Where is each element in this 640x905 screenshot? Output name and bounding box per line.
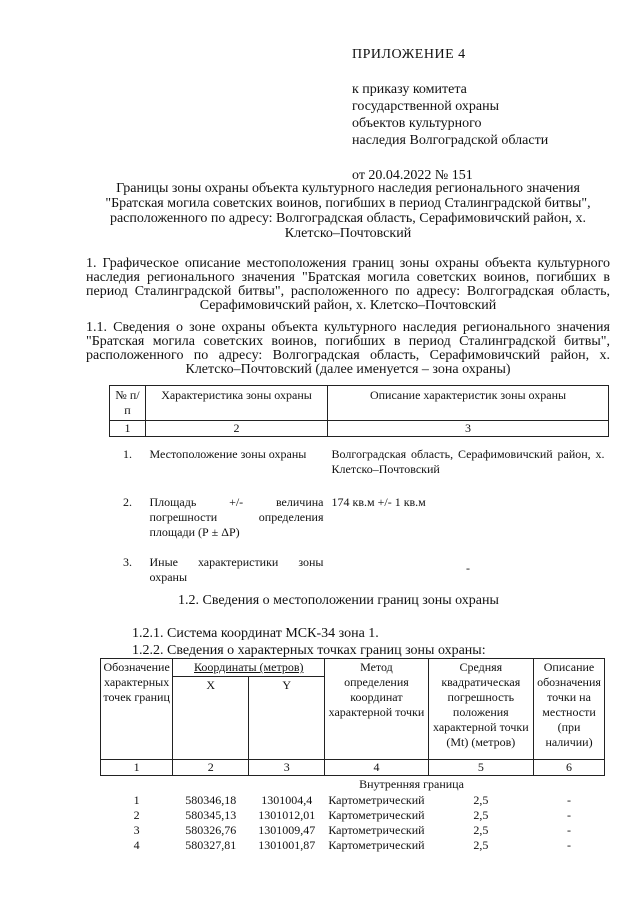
subheader-inner-boundary: Внутренняя граница [359,777,464,791]
appendix-line: наследия Волгоградской области [352,133,549,148]
point-method: Картометрический [328,808,425,822]
row-number: 3. [123,554,132,569]
point-y: 1301004,4 [261,793,313,807]
row-characteristic: Площадь +/- величина погрешности определения площади (Р ± ΔР) [149,494,324,539]
header-method: Метод определения координат характерной точки [325,659,428,760]
point-description: - [567,793,571,807]
column-number: 2 [146,421,328,437]
point-error: 2,5 [473,838,489,852]
point-error: 2,5 [473,823,489,837]
point-method: Картометрический [328,823,425,837]
table-row [101,793,605,808]
point-method: Картометрический [328,838,425,852]
table-row [110,437,609,489]
point-method: Картометрический [328,793,425,807]
zone-characteristics-table [109,385,609,589]
point-x: 580345,13 [185,808,237,822]
point-id: 4 [133,838,140,852]
column-number: 1 [101,760,173,776]
point-y: 1301009,47 [258,823,316,837]
header-error: Средняя квадратическая погрешность положения характерной точки (Mt) (метров) [428,659,533,760]
point-description: - [567,838,571,852]
column-number: 4 [325,760,428,776]
column-number: 5 [428,760,533,776]
row-number: 1. [123,447,132,461]
point-id: 2 [133,808,140,822]
row-characteristic: Местоположение зоны охраны [149,447,307,461]
point-id: 3 [133,823,140,837]
column-number: 1 [110,421,146,437]
point-x: 580346,18 [185,793,237,807]
table-row [101,823,605,838]
table-row [110,489,609,549]
point-description: - [567,823,571,837]
row-number: 2. [123,494,132,509]
header-coordinates: Координаты (метров) [173,659,325,677]
appendix-heading: ПРИЛОЖЕНИЕ 4 [352,47,466,62]
table-row [101,838,605,853]
appendix-line: к приказу комитета [352,82,467,97]
section-1-2-1-line: 1.2.1. Система координат МСК-34 зона 1. [132,626,379,641]
table-row [101,808,605,823]
header-description: Описание обозначения точки на местности (при наличии) [534,659,605,760]
point-x: 580327,81 [185,838,237,852]
row-description: Волгоградская область, Серафимовичский район, х. Клетско–Почтовский [331,447,605,476]
appendix-date: от 20.04.2022 № 151 [352,168,473,183]
document-title: Границы зоны охраны объекта культурного наследия регионального значения "Братская могила советских воинов, погибших в период Сталинградской битвы", расположенного по адресу: Волгоградская область, Серафимовичский район, х. Клетско–Почтовский [105,181,591,241]
section-1-2-heading: 1.2. Сведения о местоположении границ зоны охраны [178,593,499,608]
boundary-points-table [100,658,605,853]
header-y: Y [249,677,325,760]
point-y: 1301012,01 [258,808,316,822]
point-error: 2,5 [473,793,489,807]
table-header: № п/п [110,386,146,421]
column-number: 6 [534,760,605,776]
row-description: - [466,560,470,575]
header-points: Обозначение характерных точек границ [101,659,173,760]
appendix-block [352,46,548,184]
column-number: 3 [328,421,609,437]
appendix-line: государственной охраны [352,99,500,114]
table-header: Описание характеристик зоны охраны [328,386,609,421]
point-y: 1301001,87 [258,838,316,852]
point-description: - [567,808,571,822]
row-description: 174 кв.м +/- 1 кв.м [331,494,426,509]
table-row [110,549,609,589]
column-number: 3 [249,760,325,776]
point-x: 580326,76 [185,823,237,837]
column-number: 2 [173,760,249,776]
point-error: 2,5 [473,808,489,822]
section-1-2-2-line: 1.2.2. Сведения о характерных точках границ зоны охраны: [132,643,486,658]
header-x: X [173,677,249,760]
appendix-line: объектов культурного [352,116,482,131]
point-id: 1 [133,793,140,807]
section-1-paragraph: 1. Графическое описание местоположения границ зоны охраны объекта культурного наследия регионального значения "Братская могила советских воинов, погибших в период Сталинградской битвы", расположенного по адресу: Волгоградская область, Серафимовичский район, х. Клетско–Почтовский [86,256,610,313]
table-header: Характеристика зоны охраны [146,386,328,421]
row-characteristic: Иные характеристики зоны охраны [149,554,324,584]
section-1-1-paragraph: 1.1. Сведения о зоне охраны объекта культурного наследия регионального значения "Братская могила советских воинов, погибших в период Сталинградской битвы", расположенного по адресу: Волгоградская область, Серафимовичский район, х. Клетско–Почтовский (далее именуется – зона охраны) [86,320,610,377]
